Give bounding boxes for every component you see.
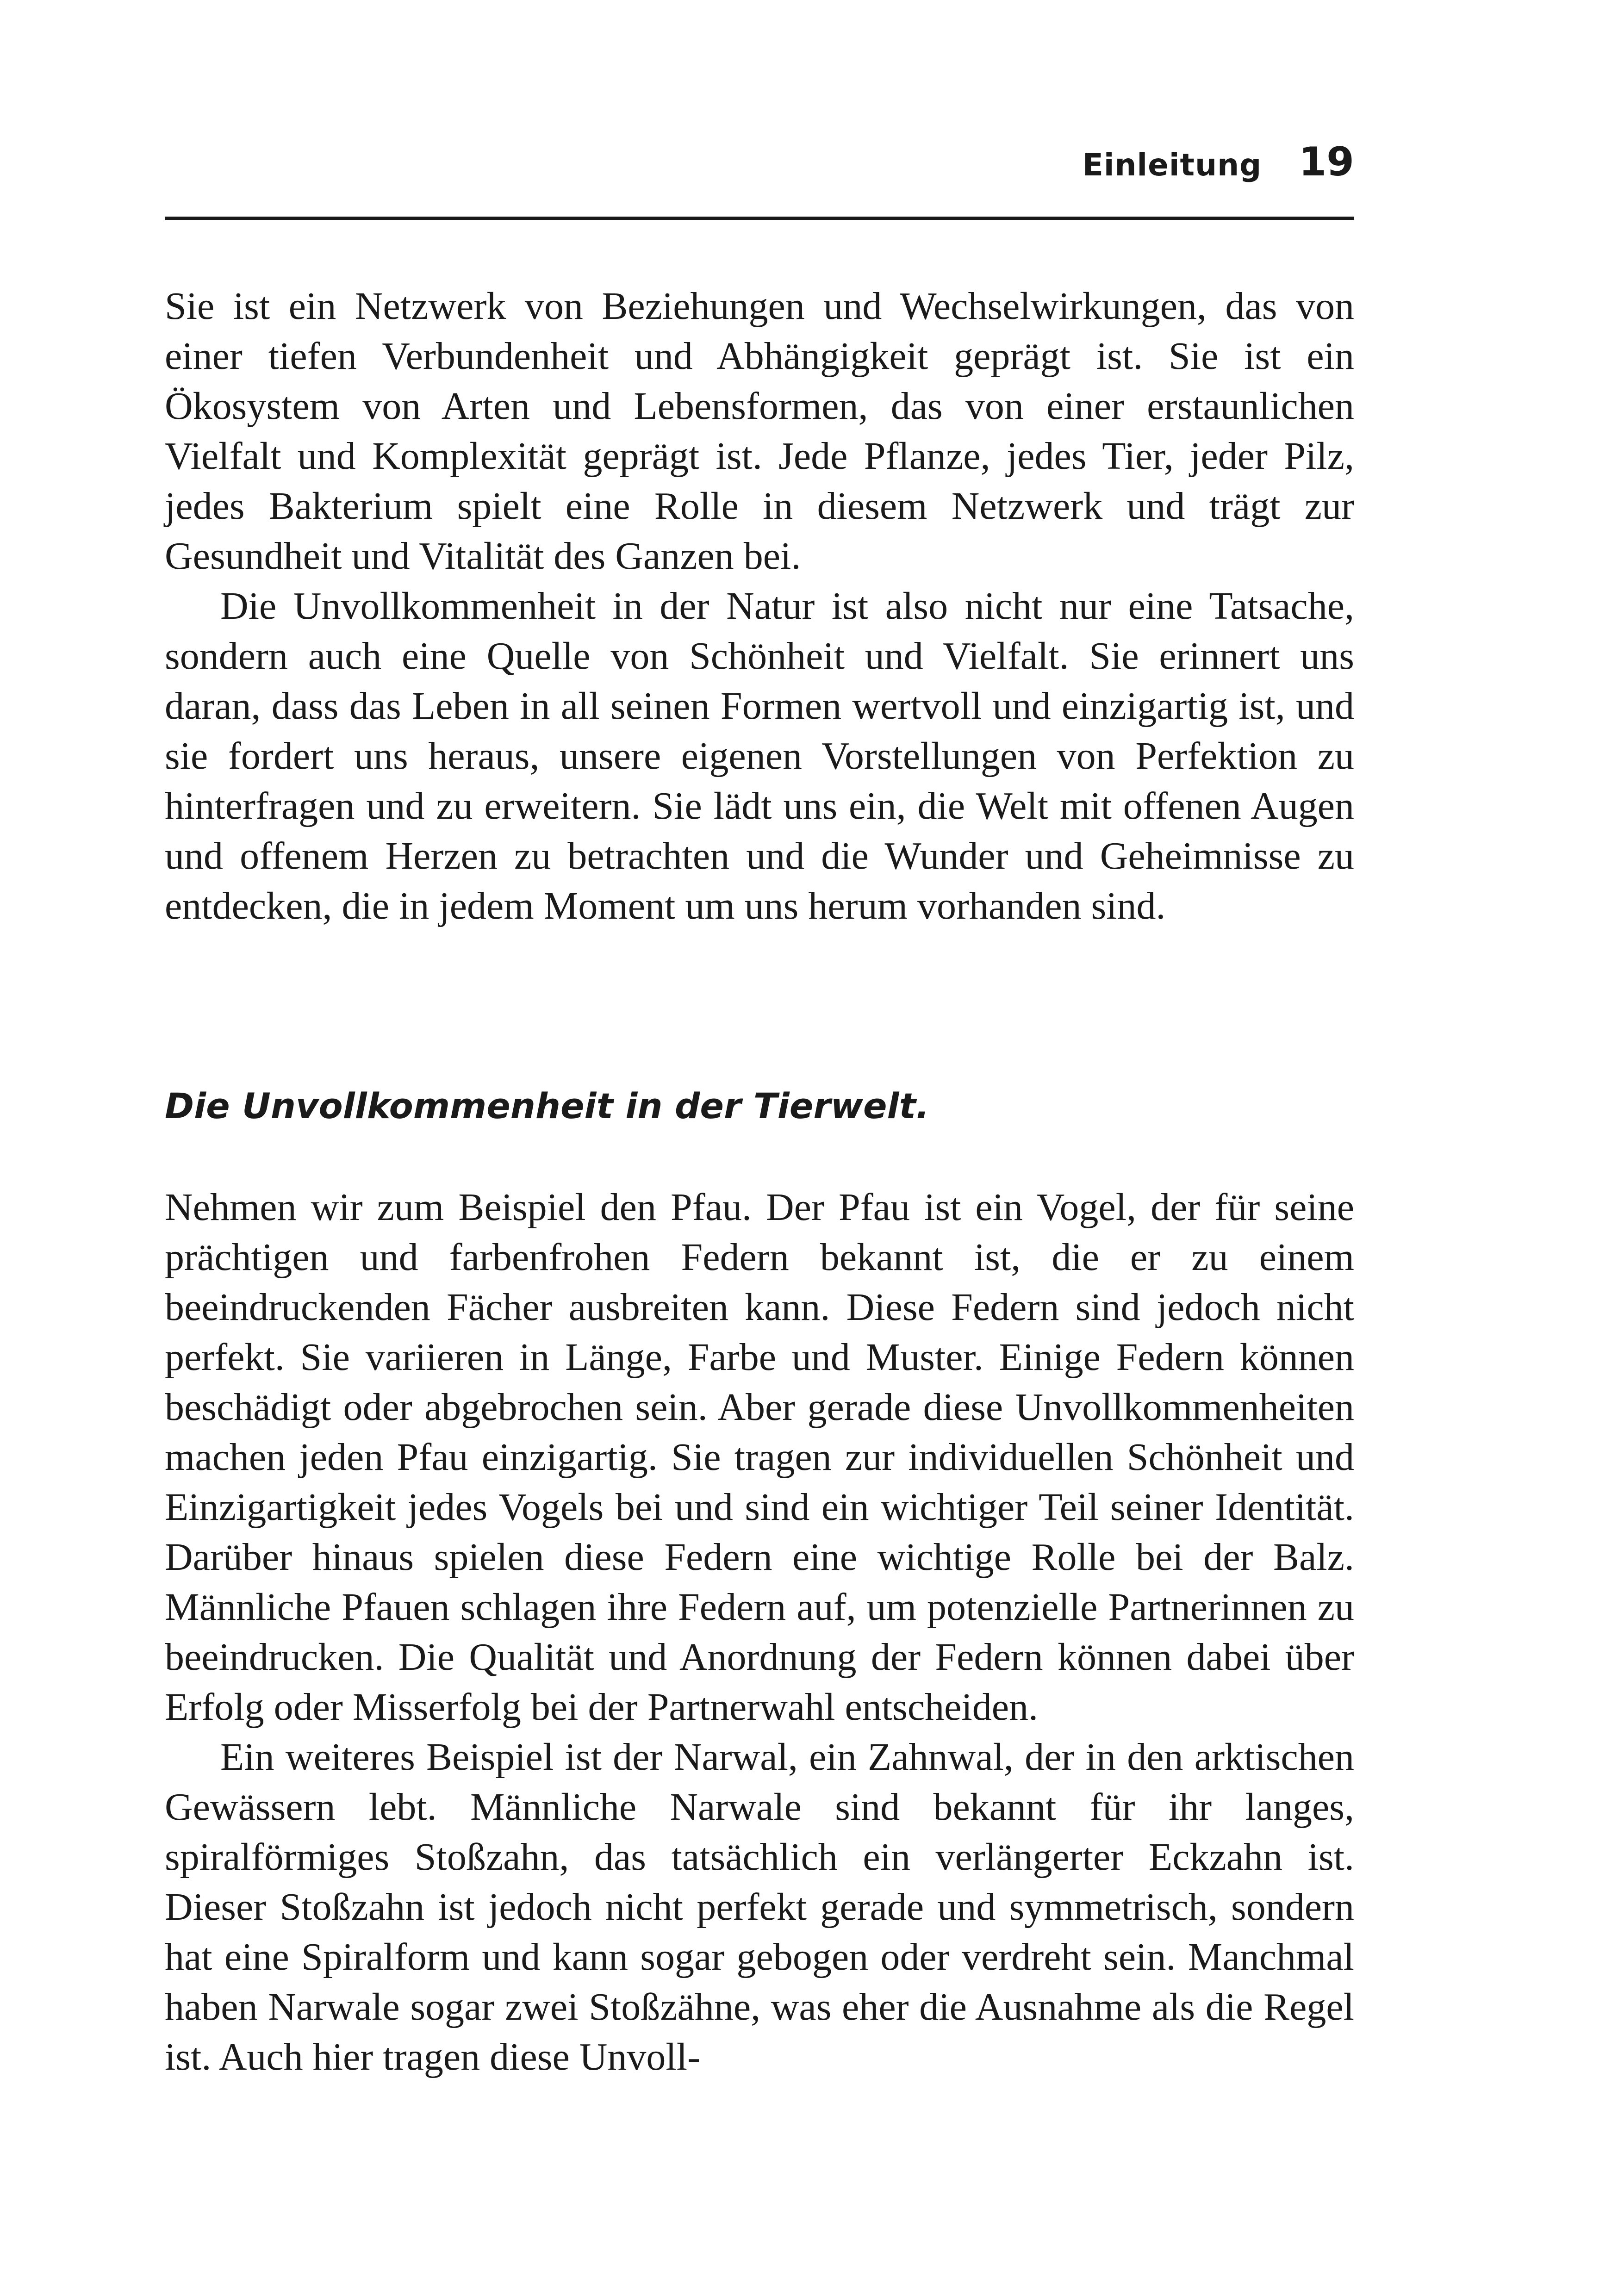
section-text-block [165, 1182, 1354, 2082]
paragraph: Sie ist ein Netzwerk von Beziehungen und Wechselwirkungen, das von einer tiefen Verbundenheit und Abhängigkeit geprägt ist. Sie ist ein Ökosystem von Arten und Lebensformen, das von einer erstaunlichen Vielfalt und Komplexität geprägt ist. Jede Pflanze, jedes Tier, jeder Pilz, jedes Bakterium spielt eine Rolle in diesem Netzwerk und trägt zur Gesundheit und Vitalität des Ganzen bei. [165, 285, 1354, 578]
running-head-title: Einleitung [1082, 147, 1262, 183]
paragraph: Ein weiteres Beispiel ist der Narwal, ein Zahnwal, der in den arktischen Gewässern lebt. Männliche Narwale sind bekannt für ihr langes, spiralförmiges Stoßzahn, das tatsächlich ein verlängerter Eckzahn ist. Dieser Stoßzahn ist jedoch nicht perfekt gerade und symmetrisch, sondern hat eine Spiralform und kann sogar gebogen oder verdreht sein. Manchmal haben Narwale sogar zwei Stoßzähne, was eher die Ausnahme als die Regel ist. Auch hier tragen diese Unvoll- [165, 1736, 1354, 2078]
intro-text-block [165, 281, 1354, 931]
paragraph: Nehmen wir zum Beispiel den Pfau. Der Pfau ist ein Vogel, der für seine prächtigen und farbenfrohen Federn bekannt ist, die er zu einem beeindruckenden Fächer ausbreiten kann. Diese Federn sind jedoch nicht perfekt. Sie variieren in Länge, Farbe und Muster. Einige Federn können beschädigt oder abgebrochen sein. Aber gerade diese Unvollkommenheiten machen jeden Pfau einzigartig. Sie tragen zur individuellen Schönheit und Einzigartigkeit jedes Vogels bei und sind ein wichtiger Teil seiner Identität. Darüber hinaus spielen diese Federn eine wichtige Rolle bei der Balz. Männliche Pfauen schlagen ihre Federn auf, um potenzielle Partnerinnen zu beeindrucken. Die Qualität und Anordnung der Federn können dabei über Erfolg oder Misserfolg bei der Partnerwahl entscheiden. [165, 1186, 1354, 1729]
header-rule [165, 217, 1354, 220]
page-number: 19 [1299, 139, 1354, 185]
paragraph: Die Unvollkommenheit in der Natur ist also nicht nur eine Tatsache, sondern auch eine Quelle von Schönheit und Vielfalt. Sie erinnert uns daran, dass das Leben in all seinen Formen wertvoll und einzigartig ist, und sie fordert uns heraus, unsere eigenen Vorstellungen von Perfektion zu hinterfragen und zu erweitern. Sie lädt uns ein, die Welt mit offenen Augen und offenem Herzen zu betrachten und die Wunder und Geheimnisse zu entdecken, die in jedem Moment um uns herum vorhanden sind. [165, 585, 1354, 927]
running-header [165, 139, 1354, 194]
section-heading: Die Unvollkommenheit in der Tierwelt. [165, 1085, 929, 1126]
